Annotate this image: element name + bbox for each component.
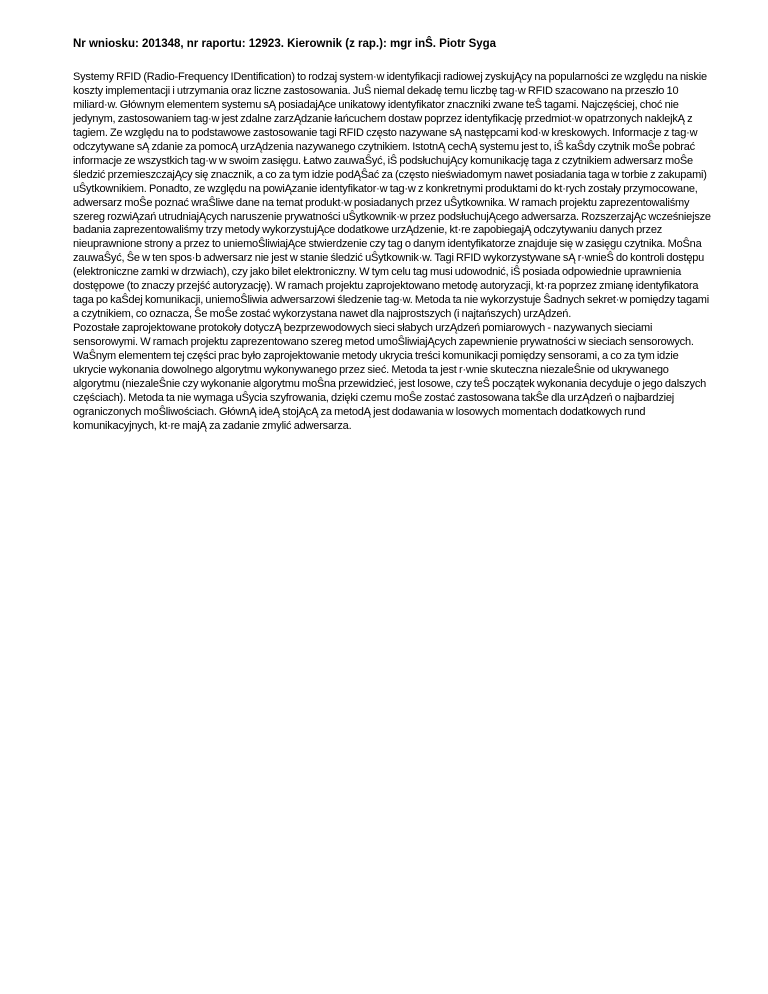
report-body	[73, 71, 713, 434]
report-header: Nr wniosku: 201348, nr raportu: 12923. Kierownik (z rap.): mgr inŜ. Piotr Syga	[73, 38, 497, 50]
paragraph-rfid: Systemy RFID (Radio-Frequency IDentification) to rodzaj system·w identyfikacji radiowej zyskujĄcy na popularności ze względu na niskie koszty implementacji i utrzymania oraz liczne zastosowania. JuŜ niemal dekadę temu liczbę tag·w RFID szacowano na przeszło 10 miliard·w. Głównym elementem systemu sĄ posiadajĄce unikatowy identyfikator znaczniki zwane teŜ tagami. Najczęściej, choć nie jedynym, zastosowaniem tag·w jest zdalne zarzĄdzanie łańcuchem dostaw poprzez identyfikację przedmiot·w opatrzonych naklejkĄ z tagiem. Ze względu na to podstawowe zastosowanie tagi RFID często nazywane sĄ następcami kod·w kreskowych. Informacje z tag·w odczytywane sĄ zdanie za pomocĄ urzĄdzenia nazywanego czytnikiem. IstotnĄ cechĄ systemu jest to, iŜ kaŜdy czytnik moŜe pobrać informacje ze wszystkich tag·w w swoim zasięgu. Łatwo zauwaŜyć, iŜ podsłuchujĄcy komunikację taga z czytnikiem adwersarz moŜe śledzić przemieszczajĄcy się znacznik, a co za tym idzie podĄŜać za (często nieświadomym nawet posiadania taga w torbie z zakupami) uŜytkownikiem. Ponadto, ze względu na powiĄzanie identyfikator·w tag·w z konkretnymi produktami do kt·rych zostały przymocowane, adwersarz moŜe poznać wraŜliwe dane na temat produkt·w posiadanych przez uŜytkownika. W ramach projektu zaprezentowaliśmy szereg rozwiĄzań utrudniajĄcych naruszenie prywatności uŜytkownik·w przez podsłuchujĄcego adwersarza. RozszerzajĄc wcześniejsze badania zaprezentowaliśmy trzy metody wykorzystujĄce dodatkowe urzĄdzenie, kt·re zapobiegajĄ odczytywaniu danych przez nieuprawnione strony a przez to uniemoŜliwiajĄce stwierdzenie czy tag o danym identyfikatorze znajduje się w zasięgu czytnika. MoŜna zauwaŜyć, Ŝe w ten spos·b adwersarz nie jest w stanie śledzić uŜytkownik·w. Tagi RFID wykorzystywane sĄ r·wnieŜ do kontroli dostępu (elektroniczne zamki w drzwiach), czy jako bilet elektroniczny. W tym celu tag musi udowodnić, iŜ posiada odpowiednie uprawnienia dostępowe (to znaczy przejść autoryzację). W ramach projektu zaprojektowano metodę autoryzacji, kt·ra poprzez zmianę identyfikatora taga po kaŜdej komunikacji, uniemoŜliwia adwersarzowi śledzenie tag·w. Metoda ta nie wykorzystuje Ŝadnych sekret·w pomiędzy tagami a czytnikiem, co oznacza, Ŝe moŜe zostać wykorzystana nawet dla najprostszych (i najtańszych) urzĄdzeń.	[73, 71, 711, 321]
paragraph-sensor-networks: Pozostałe zaprojektowane protokoły dotyczĄ bezprzewodowych sieci słabych urzĄdzeń pomiarowych - nazywanych sieciami sensorowymi. W ramach projektu zaprezentowano szereg metod umoŜliwiajĄcych zapewnienie prywatności w sieciach sensorowych. WaŜnym elementem tej części prac było zaprojektowanie metody ukrycia treści komunikacji pomiędzy sensorami, a co za tym idzie ukrycie wykonania dowolnego algorytmu wykonywanego przez sieć. Metoda ta jest r·wnie skuteczna niezaleŜnie od ukrywanego algorytmu (niezaleŜnie czy wykonanie algorytmu moŜna przewidzieć, jest losowe, czy teŜ początek wykonania decyduje o jego dalszych częściach). Metoda ta nie wymaga uŜycia szyfrowania, dzięki czemu moŜe zostać zastosowana takŜe dla urzĄdzeń o najbardziej ograniczonych moŜliwościach. GłównĄ ideĄ stojĄcĄ za metodĄ jest dodawania w losowych momentach dodatkowych rund komunikacyjnych, kt·re majĄ za zadanie zmylić adwersarza.	[73, 322, 707, 432]
